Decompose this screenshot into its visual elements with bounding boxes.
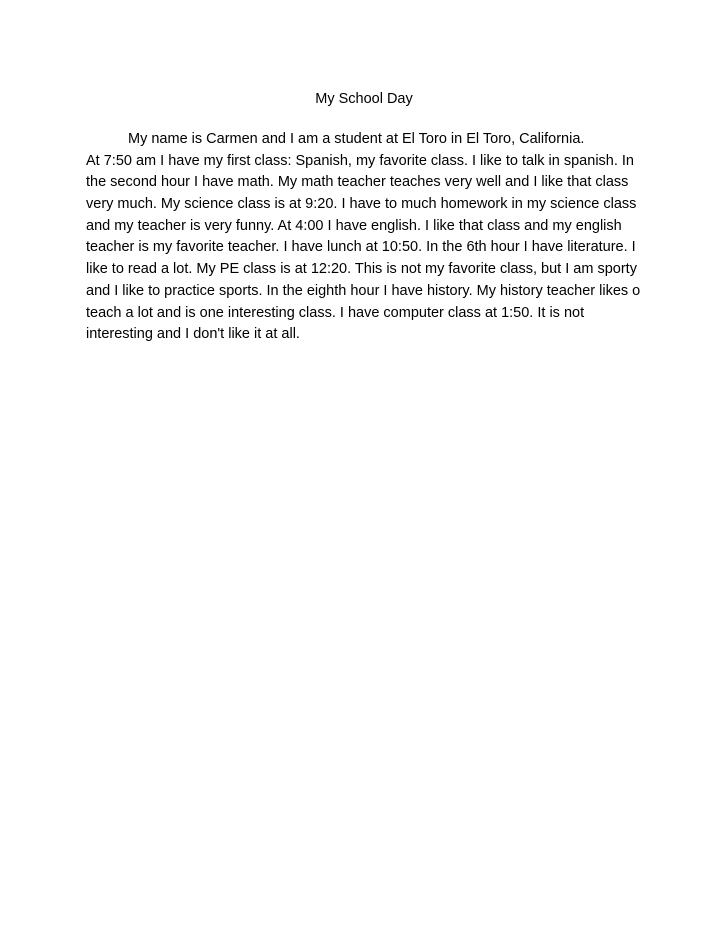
body-line: very much. My science class is at 9:20. I have to much homework in my science class (86, 196, 637, 213)
body-line: interesting and I don't like it at all. (86, 326, 300, 343)
body-line: My name is Carmen and I am a student at El Toro in El Toro, California. (128, 131, 585, 147)
document-title: My School Day (315, 91, 413, 107)
body-line: At 7:50 am I have my first class: Spanish, my favorite class. I like to talk in spanish. In (86, 152, 634, 169)
body-line: teacher is my favorite teacher. I have lunch at 10:50. In the 6th hour I have literature. I (86, 239, 636, 256)
body-line: like to read a lot. My PE class is at 12:20. This is not my favorite class, but I am sporty (86, 261, 637, 278)
body-line: and I like to practice sports. In the eighth hour I have history. My history teacher likes o (86, 282, 641, 299)
document-body (86, 129, 646, 346)
body-line: the second hour I have math. My math teacher teaches very well and I like that class (86, 174, 629, 191)
body-line: teach a lot and is one interesting class. I have computer class at 1:50. It is not (86, 304, 585, 321)
body-line: and my teacher is very funny. At 4:00 I have english. I like that class and my english (86, 217, 622, 234)
